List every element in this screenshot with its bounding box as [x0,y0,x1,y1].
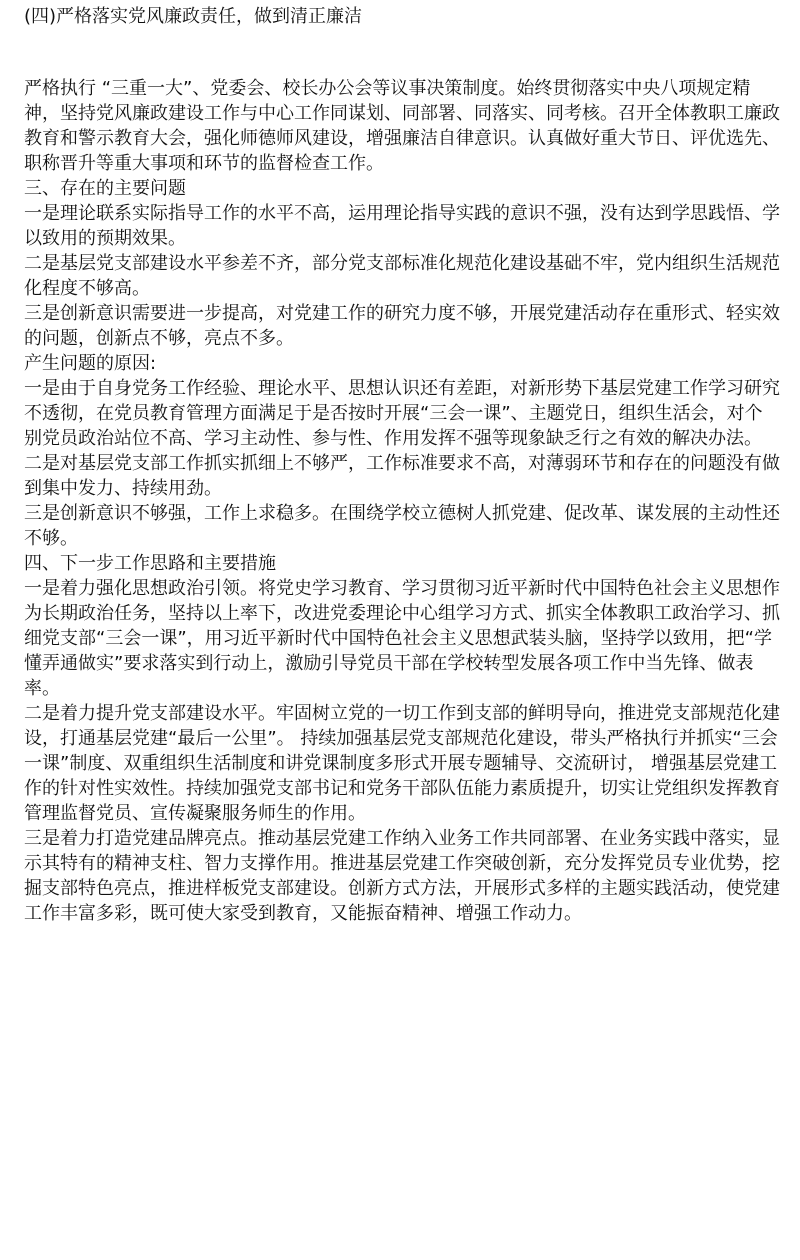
section-heading: (四)严格落实党风廉政责任，做到清正廉洁 [24,6,363,27]
paragraph: 一是着力强化思想政治引领。将党史学习教育、学习贯彻习近平新时代中国特色社会主义思想作为长期政治任务，坚持以上率下，改进党委理论中心组学习方式、抓实全体教职工政治学习、抓细党支部“三会一课”，用习近平新时代中国特色社会主义思想武装头脑，坚持学以致用，把“学懂弄通做实”要求落实到行动上，激励引导党员干部在学校转型发展各项工作中当先锋、做表率。 [24,578,780,699]
paragraph: 三是着力打造党建品牌亮点。推动基层党建工作纳入业务工作共同部署、在业务实践中落实，显示其特有的精神支柱、智力支撑作用。推进基层党建工作突破创新，充分发挥党员专业优势，挖掘支部特色亮点，推进样板党支部建设。创新方式方法，开展形式多样的主题实践活动，使党建工作丰富多彩，既可使大家受到教育，又能振奋精神、增强工作动力。 [24,828,780,924]
paragraph: 一是由于自身党务工作经验、理论水平、思想认识还有差距，对新形势下基层党建工作学习研究不透彻，在党员教育管理方面满足于是否按时开展“三会一课”、主题党日，组织生活会，对个别党员政治站位不高、学习主动性、参与性、作用发挥不强等现象缺乏行之有效的解决办法。 [24,378,780,449]
document-body [24,76,780,926]
section-title: 四、下一步工作思路和主要措施 [24,553,276,574]
paragraph: 三是创新意识不够强，工作上求稳多。在围绕学校立德树人抓党建、促改革、谋发展的主动性还不够。 [24,503,780,549]
paragraph: 严格执行 “三重一大”、党委会、校长办公会等议事决策制度。始终贯彻落实中央八项规定精神，坚持党风廉政建设工作与中心工作同谋划、同部署、同落实、同考核。召开全体教职工廉政教育和警示教育大会，强化师德师风建设，增强廉洁自律意识。认真做好重大节日、评优选先、职称晋升等重大事项和环节的监督检查工作。 [24,78,780,174]
paragraph: 三是创新意识需要进一步提高，对党建工作的研究力度不够，开展党建活动存在重形式、轻实效的问题，创新点不够，亮点不多。 [24,303,780,349]
subsection-title: 产生问题的原因: [24,353,157,374]
paragraph: 二是基层党支部建设水平参差不齐，部分党支部标准化规范化建设基础不牢，党内组织生活规范化程度不够高。 [24,253,780,299]
paragraph: 二是着力提升党支部建设水平。牢固树立党的一切工作到支部的鲜明导向，推进党支部规范化建设，打通基层党建“最后一公里”。 持续加强基层党支部规范化建设，带头严格执行并抓实“三会一课”制度、双重组织生活制度和讲党课制度多形式开展专题辅导、交流研讨， 增强基层党建工作的针对性实效性。持续加强党支部书记和党务干部队伍能力素质提升，切实让党组织发挥教育管理监督党员、宣传凝聚服务师生的作用。 [24,703,780,824]
paragraph: 一是理论联系实际指导工作的水平不高，运用理论指导实践的意识不强，没有达到学思践悟、学以致用的预期效果。 [24,203,780,249]
section-title: 三、存在的主要问题 [24,178,186,199]
paragraph: 二是对基层党支部工作抓实抓细上不够严，工作标准要求不高，对薄弱环节和存在的问题没有做到集中发力、持续用劲。 [24,453,780,499]
